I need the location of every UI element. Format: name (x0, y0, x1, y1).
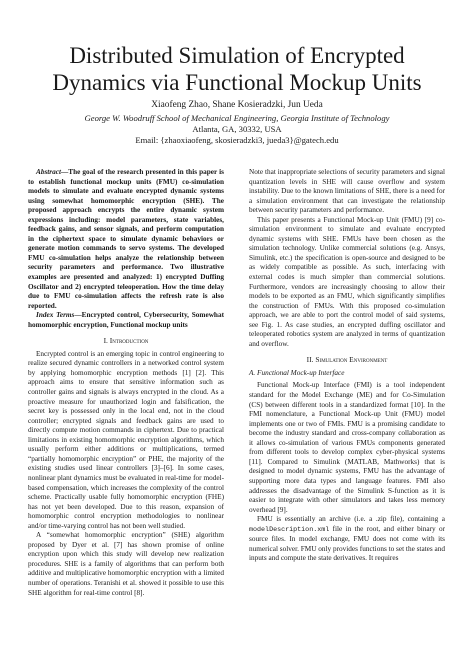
fmi-paragraph-2 (249, 515, 445, 564)
section-heading-simulation-environment: II. Simulation Environment (306, 355, 388, 365)
intro-paragraph-4: This paper presents a Functional Mock-up Unit (FMU) [9] co-simulation environment to simulate and evaluate encrypted dynamic systems with SHE. FMUs have been chosen as the simulation technology. Unlike commercial solutions (e.g. Ansys, Simulink, etc.) the specification is open-source and designed to be as widely compatible as possible. As such, interfacing with external codes is much simpler than commercial solutions. Furthermore, vendors are increasingly choosing to allow their models to be exported as an FMU, which significantly simplifies the construction of FMUs. With this proposed co-simulation approach, we are able to port the control model of said systems, see Fig. 1. As case studies, an encrypted duffing oscillator and teleoperated robotics system are analyzed in terms of quantization and overflow. (249, 215, 445, 348)
section-heading-introduction: I. Introduction (103, 336, 149, 346)
abstract-lead: Abstract (36, 168, 61, 176)
address: Atlanta, GA, 30332, USA (192, 124, 282, 134)
fmi-paragraph-2-end: file in the root, and either binary or source files. In model exchange, FMU does not come with its numerical solver. FMU only provides functions to set the states and inputs and compute the state derivatives. It requires (249, 524, 446, 563)
model-description-filename: modelDescription.xml (249, 525, 330, 534)
fmi-paragraph-2-start: FMU is essentially an archive (i.e. a .zip file), containing a (257, 515, 445, 524)
index-terms-lead: Index Terms (36, 311, 75, 320)
right-column (249, 168, 445, 564)
index-terms (28, 311, 224, 330)
abstract (28, 168, 224, 311)
fmi-paragraph-1: Functional Mock-up Interface (FMI) is a tool independent standard for the Model Exchange (ME) and for Co-Simulation (CS) between different tools in a standardized format [10]. In the FMI nomenclature, a Functional Mock-up Unit (FMU) model implements one or two of FMIs. FMU is a promising candidate to become the industry standard and cross-company collaboration as it allows co-simulation of various FMUs components generated from different tools to develop complex cyber-physical systems [11]. Compared to Simulink (MATLAB, Mathworks) that is designed to model dynamic systems, FMU has the advantage of supporting more data types and language features. FMI also addresses the disadvantage of the Simulink S-function as it is easier to integrate with other simulators and takes less memory overhead [9]. (249, 381, 445, 514)
left-column (28, 168, 224, 598)
paper-title: Distributed Simulation of Encrypted Dynamics via Functional Mockup Units (52, 43, 422, 95)
intro-paragraph-2: A “somewhat homomorphic encryption” (SHE) algorithm proposed by Dyer et al. [7] has shown promise of online encryption upon which this study will develop new realization procedures. SHE is a family of algorithms that can perform both additive and multiplicative homomorphic encryption with a limited number of operations. Teranishi et al. showed it possible to use this SHE algorithm for real-time control [8]. (28, 531, 224, 597)
abstract-text: —The goal of the research presented in this paper is to establish functional mockup units (FMU) co-simulation models to simulate and evaluate encrypted dynamic systems using somewhat homomorphic encryption (SHE). The proposed approach encrypts the entire dynamic system expressions including: model parameters, state variables, feedback gains, and sensor signals, and perform computation in the ciphertext space to simulate dynamic behaviors or generate motion commands to servo systems. The developed FMU co-simulation helps analyze the relationship between security parameters and performance. Two illustrative examples are presented and analyzed: 1) encrypted Duffing Oscillator and 2) encrypted teleoperation. How the time delay due to FMU co-simulation affects the refresh rate is also reported. (28, 168, 224, 310)
subsection-heading-fmi: A. Functional Mock-up Interface (249, 368, 345, 377)
author-block (20, 100, 454, 146)
intro-paragraph-1: Encrypted control is an emerging topic in control engineering to realize secured dynamic controllers in a networked control system by applying homomorphic encryption methods [1] [2]. This approach aims to ensure that sensitive information such as controller gains and signals is always encrypted in the cloud. As a proactive measure for unauthorized login and falsification, the secret key is possessed only in the local end, not in the cloud controller; encrypted signals and feedback gains are used to directly compute motion commands in ciphertext. Due to practical limitations in existing homomorphic encryption algorithms, which usually perform either additions or multiplications, termed “partially homomorphic encryption” or PHE, the majority of the existing studies used linear controllers [3]–[6]. In some cases, nonlinear plant dynamics must be evaluated in real-time for model-based compensation, which increases the complexity of the control scheme. Practically usable fully homomorphic encryption (FHE) has not yet been developed. Due to this reason, expansion of homomorphic control encryption methodologies to nonlinear and/or time-varying control has not been well studied. (28, 349, 224, 530)
affiliation: George W. Woodruff School of Mechanical Engineering, Georgia Institute of Technology (84, 113, 390, 123)
author-names: Xiaofeng Zhao, Shane Kosieradzki, Jun Ueda (151, 100, 323, 110)
email: Email: {zhaoxiaofeng, skosieradzki3, jueda3}@gatech.edu (135, 135, 339, 145)
index-terms-text: —Encrypted control, Cybersecurity, Somewhat homomorphic encryption, Functional mockup units (28, 311, 224, 329)
intro-paragraph-3: Note that inappropriate selections of security parameters and signal quantization levels in SHE will cause overflow and system instability. Due to the known limitations of SHE, there is a need for a simulation environment that can investigate the relationship between security parameters and performance. (249, 168, 445, 215)
